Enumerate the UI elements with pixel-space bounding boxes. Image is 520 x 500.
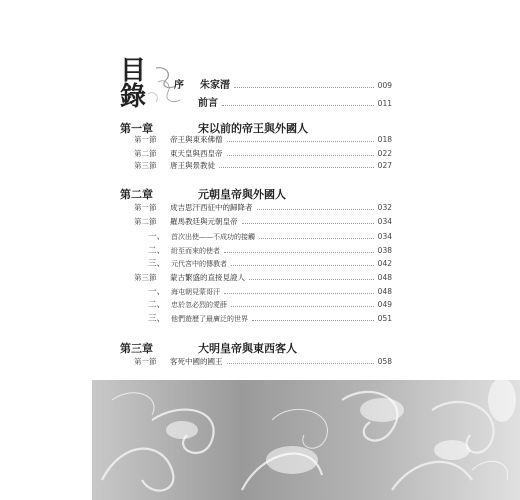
chapter-number: 第二章 [120, 188, 153, 201]
toc-page-number: 018 [377, 135, 392, 144]
section-label: 第一節 [134, 357, 157, 366]
toc-entry-text: 前言 [198, 98, 218, 109]
dotted-leader [249, 279, 374, 280]
toc-entry-label: 序 [174, 80, 194, 91]
toc-entry-foreword[interactable] [198, 98, 392, 110]
dotted-leader [234, 87, 374, 88]
toc-page-number: 022 [377, 149, 392, 158]
dotted-leader [227, 141, 374, 142]
section-title: 東天皇與西皇帝 [170, 149, 223, 158]
section-label: 第二節 [134, 149, 157, 158]
dotted-leader [259, 238, 374, 239]
toc-section-entry[interactable] [134, 356, 392, 368]
section-title: 帝王與東來佛僧 [170, 135, 223, 144]
item-title: 他們遊歷了最廣泛的世界 [171, 315, 249, 323]
chapter-number: 第一章 [120, 122, 153, 135]
dotted-leader [257, 209, 374, 210]
item-title: 紛至而來的使者 [171, 247, 221, 255]
section-label: 第三節 [134, 161, 157, 170]
item-label: 二、 [148, 246, 166, 256]
dotted-leader [252, 320, 374, 321]
toc-item-entry[interactable] [148, 231, 392, 243]
decorative-floral-band [92, 380, 520, 500]
toc-page-number: 038 [377, 246, 392, 255]
toc-section-entry[interactable] [134, 272, 392, 284]
toc-title-char-1: 目 [120, 56, 147, 86]
toc-page-number: 011 [377, 99, 392, 108]
toc-item-entry[interactable] [148, 286, 392, 298]
section-title: 唐王與景教徒 [170, 161, 215, 170]
section-title: 蒙古繁盛的直接見證人 [170, 273, 245, 282]
chapter-heading[interactable] [120, 340, 297, 356]
chapter-heading[interactable] [120, 186, 286, 202]
toc-item-entry[interactable] [148, 299, 392, 311]
chapter-number: 第三章 [120, 342, 153, 355]
item-title: 忠於忽必烈的愛薛 [171, 301, 228, 309]
toc-page-number: 051 [377, 314, 392, 323]
toc-page-number: 048 [377, 273, 392, 282]
toc-entry-preface[interactable] [174, 80, 392, 92]
dotted-leader [231, 265, 374, 266]
toc-item-entry[interactable] [148, 313, 392, 325]
chapter-title: 元朝皇帝與外國人 [198, 188, 286, 201]
toc-item-entry[interactable] [148, 258, 392, 270]
dotted-leader [224, 293, 374, 294]
dotted-leader [222, 105, 374, 106]
section-title: 成吉思汗西征中的歸降者 [170, 203, 253, 212]
toc-page-number: 034 [377, 232, 392, 241]
item-label: 一、 [148, 287, 166, 297]
toc-page-number: 042 [377, 259, 392, 268]
section-title: 客死中國的國王 [170, 357, 223, 366]
toc-section-entry[interactable] [134, 148, 392, 160]
toc-page-number: 049 [377, 300, 392, 309]
toc-section-entry[interactable] [134, 160, 392, 172]
toc-title-char-2: 錄 [120, 82, 147, 112]
dotted-leader [227, 155, 374, 156]
section-label: 第二節 [134, 217, 157, 226]
section-label: 第一節 [134, 135, 157, 144]
toc-section-entry[interactable] [134, 202, 392, 214]
toc-page-number: 009 [377, 81, 392, 90]
dotted-leader [242, 223, 374, 224]
toc-item-entry[interactable] [148, 245, 392, 257]
toc-page-number: 048 [377, 287, 392, 296]
section-label: 第三節 [134, 273, 157, 282]
toc-section-entry[interactable] [134, 216, 392, 228]
chapter-title: 大明皇帝與東西客人 [198, 342, 297, 355]
item-title: 海屯朝見蒙哥汗 [171, 288, 221, 296]
toc-section-entry[interactable] [134, 134, 392, 146]
toc-page-number: 032 [377, 203, 392, 212]
item-label: 一、 [148, 232, 166, 242]
dotted-leader [224, 252, 374, 253]
toc-page-number: 034 [377, 217, 392, 226]
section-title: 羅馬教廷與元朝皇帝 [170, 217, 238, 226]
dotted-leader [219, 167, 374, 168]
toc-entry-text: 朱家溍 [200, 80, 230, 91]
dotted-leader [227, 363, 374, 364]
dotted-leader [231, 306, 374, 307]
toc-page-number: 027 [377, 161, 392, 170]
item-label: 三、 [148, 259, 166, 269]
item-label: 三、 [148, 314, 166, 324]
floral-pattern-icon [92, 380, 520, 500]
item-label: 二、 [148, 300, 166, 310]
item-title: 首次出使——不成功的接觸 [171, 233, 256, 241]
chapter-title: 宋以前的帝王與外國人 [198, 122, 308, 135]
item-title: 元代宮中的傳教者 [171, 260, 228, 268]
section-label: 第一節 [134, 203, 157, 212]
toc-page-number: 058 [377, 357, 392, 366]
